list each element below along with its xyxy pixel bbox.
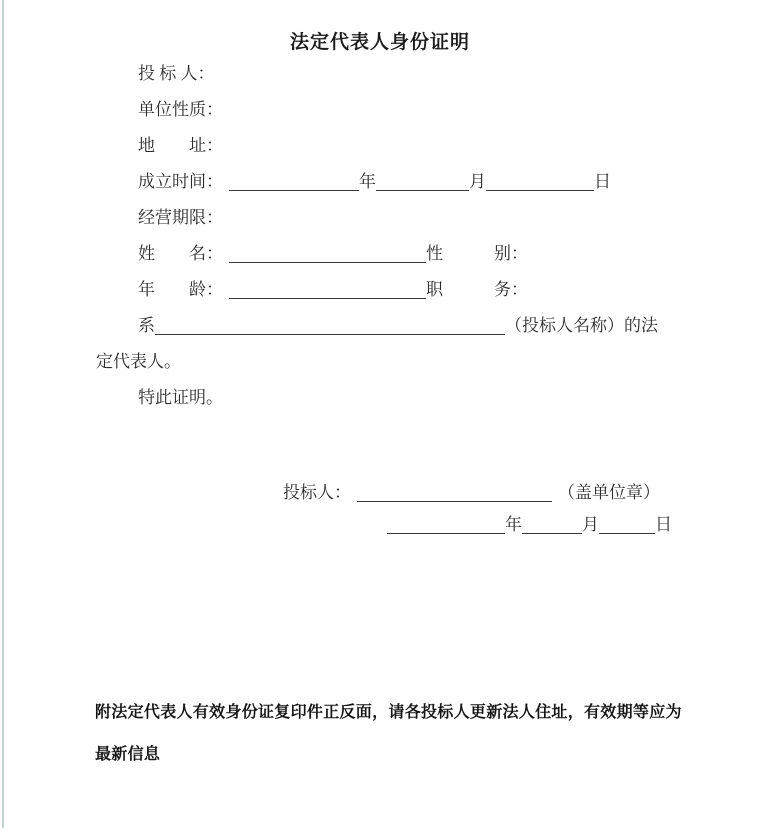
continuation-text: 定代表人。 [96,352,181,371]
establish-date-label: 成立时间： [138,172,223,191]
signature-bidder-label: 投标人： [283,483,351,502]
name-label: 姓 名： [138,244,223,263]
seal-note: （盖单位章） [558,483,660,502]
establish-year-blank [229,173,359,191]
field-row-address [138,136,223,156]
footer-note-line-2: 最新信息 [95,746,161,763]
bidder-name-blank [155,317,505,335]
business-term-label: 经营期限： [138,208,223,227]
is-prefix: 系 [138,316,155,335]
field-row-establish-date [138,172,611,192]
field-row-name-gender [138,244,528,264]
signature-year-blank [387,516,505,534]
signature-day-blank [599,516,655,534]
position-label: 职 务： [426,280,528,299]
field-row-unit-nature [138,100,223,120]
signature-year-label: 年 [505,515,522,534]
signature-date-line [387,515,672,535]
footer-note-line-1: 附法定代表人有效身份证复印件正反面，请各投标人更新法人住址，有效期等应为 [95,704,682,721]
age-label: 年 龄： [138,280,223,299]
field-row-business-term [138,208,223,228]
hereby-certify-text: 特此证明。 [138,388,223,407]
page-edge-line [2,0,4,828]
day-label: 日 [594,172,611,191]
year-label: 年 [359,172,376,191]
hereby-certify-line [138,388,223,408]
statement-line-2 [96,352,181,372]
gender-label: 性 别： [426,244,528,263]
signature-day-label: 日 [655,515,672,534]
address-label: 地 址： [138,136,223,155]
bidder-name-note: （投标人名称）的法 [505,316,658,335]
establish-month-blank [376,173,469,191]
statement-line-1 [138,316,658,336]
signature-bidder-blank [357,484,552,502]
signature-bidder-line [283,483,660,503]
document-title: 法定代表人身份证明 [289,32,470,53]
unit-nature-label: 单位性质： [138,100,223,119]
signature-month-blank [522,516,582,534]
month-label: 月 [469,172,486,191]
age-blank [229,281,426,299]
establish-day-blank [486,173,594,191]
name-blank [229,245,426,263]
field-row-age-position [138,280,528,300]
signature-month-label: 月 [582,515,599,534]
bidder-label: 投 标 人： [138,64,215,83]
field-row-bidder [138,64,215,84]
